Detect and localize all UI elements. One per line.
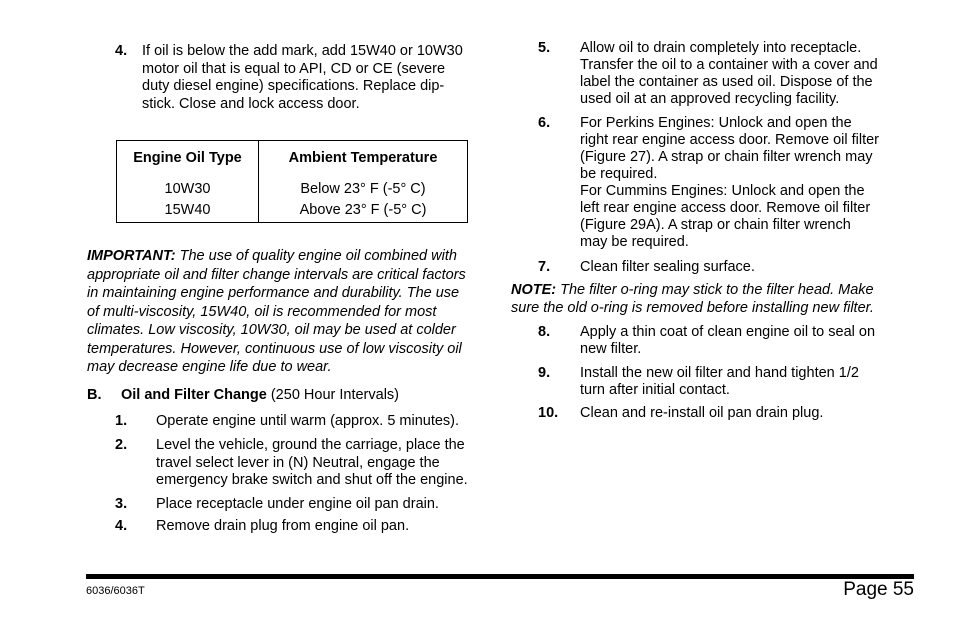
step-number: 9. bbox=[538, 365, 551, 381]
step-number: 4. bbox=[115, 43, 128, 59]
step-number: 2. bbox=[115, 437, 128, 453]
table-cell: 10W30 15W40 bbox=[117, 174, 259, 223]
important-note: IMPORTANT: The use of quality engine oil combined with appropriate oil and filter change intervals are critical factors in maintaining engine performance and durability. The use of multi-viscosity, 15W40, oil is recommended for most climates. Low viscosity, 10W30, oil may be used at colder temperatures. However, continuous use of low viscosity oil may decrease engine life due to wear. bbox=[87, 248, 466, 375]
step-number: 10. bbox=[538, 405, 559, 421]
step-number: 1. bbox=[115, 413, 128, 429]
step-text: Remove drain plug from engine oil pan. bbox=[156, 518, 410, 534]
step-number: 5. bbox=[538, 40, 551, 56]
step-number: 6. bbox=[538, 115, 551, 131]
oil-type-table bbox=[116, 140, 468, 223]
step-text: Place receptacle under engine oil pan drain. bbox=[156, 496, 439, 512]
footer-rule bbox=[86, 574, 914, 579]
step-text: Apply a thin coat of clean engine oil to seal on new filter. bbox=[580, 324, 876, 357]
page-number: Page 55 bbox=[843, 579, 914, 600]
step-text: Allow oil to drain completely into receptacle. Transfer the oil to a container with a cover and label the container as used oil. Dispose of the used oil at an approved recycling facility. bbox=[580, 40, 878, 107]
table-row bbox=[117, 174, 468, 223]
step-number: 7. bbox=[538, 259, 551, 275]
step-text: Clean and re-install oil pan drain plug. bbox=[580, 405, 824, 421]
table-cell: Below 23° F (-5° C) Above 23° F (-5° C) bbox=[299, 181, 427, 218]
section-heading: Oil and Filter Change (250 Hour Intervals) bbox=[121, 387, 399, 403]
step-text: Install the new oil filter and hand tighten 1/2 turn after initial contact. bbox=[580, 365, 859, 398]
model-number: 6036/6036T bbox=[86, 585, 145, 597]
section-letter: B. bbox=[87, 387, 102, 403]
step-text: Level the vehicle, ground the carriage, place the travel select lever in (N) Neutral, engage the emergency brake switch and shut off the engine. bbox=[156, 437, 468, 488]
important-label: IMPORTANT: bbox=[87, 248, 176, 264]
step-text: For Perkins Engines: Unlock and open the right rear engine access door. Remove oil filter (Figure 27). A strap or chain filter wrench may be required. For Cummins Engines: Unlock and open the left rear engine access door. Remove oil filter (Figure 29A). A strap or chain filter wrench may be required. bbox=[580, 115, 880, 250]
step-text: If oil is below the add mark, add 15W40 or 10W30 motor oil that is equal to API, CD or CE (severe duty diesel engine) specifications. Replace dip- stick. Close and lock access door. bbox=[142, 43, 463, 112]
note-label: NOTE: bbox=[511, 282, 557, 298]
filter-note: NOTE: The filter o-ring may stick to the filter head. Make sure the old o-ring is removed before installing new filter. bbox=[511, 282, 874, 316]
table-header: Engine Oil Type bbox=[117, 141, 259, 175]
step-number: 8. bbox=[538, 324, 551, 340]
step-number: 4. bbox=[115, 518, 128, 534]
step-number: 3. bbox=[115, 496, 128, 512]
step-text: Clean filter sealing surface. bbox=[580, 259, 755, 275]
table-header: Ambient Temperature bbox=[288, 149, 438, 166]
step-text: Operate engine until warm (approx. 5 minutes). bbox=[156, 413, 460, 429]
table-header-row bbox=[117, 141, 468, 175]
